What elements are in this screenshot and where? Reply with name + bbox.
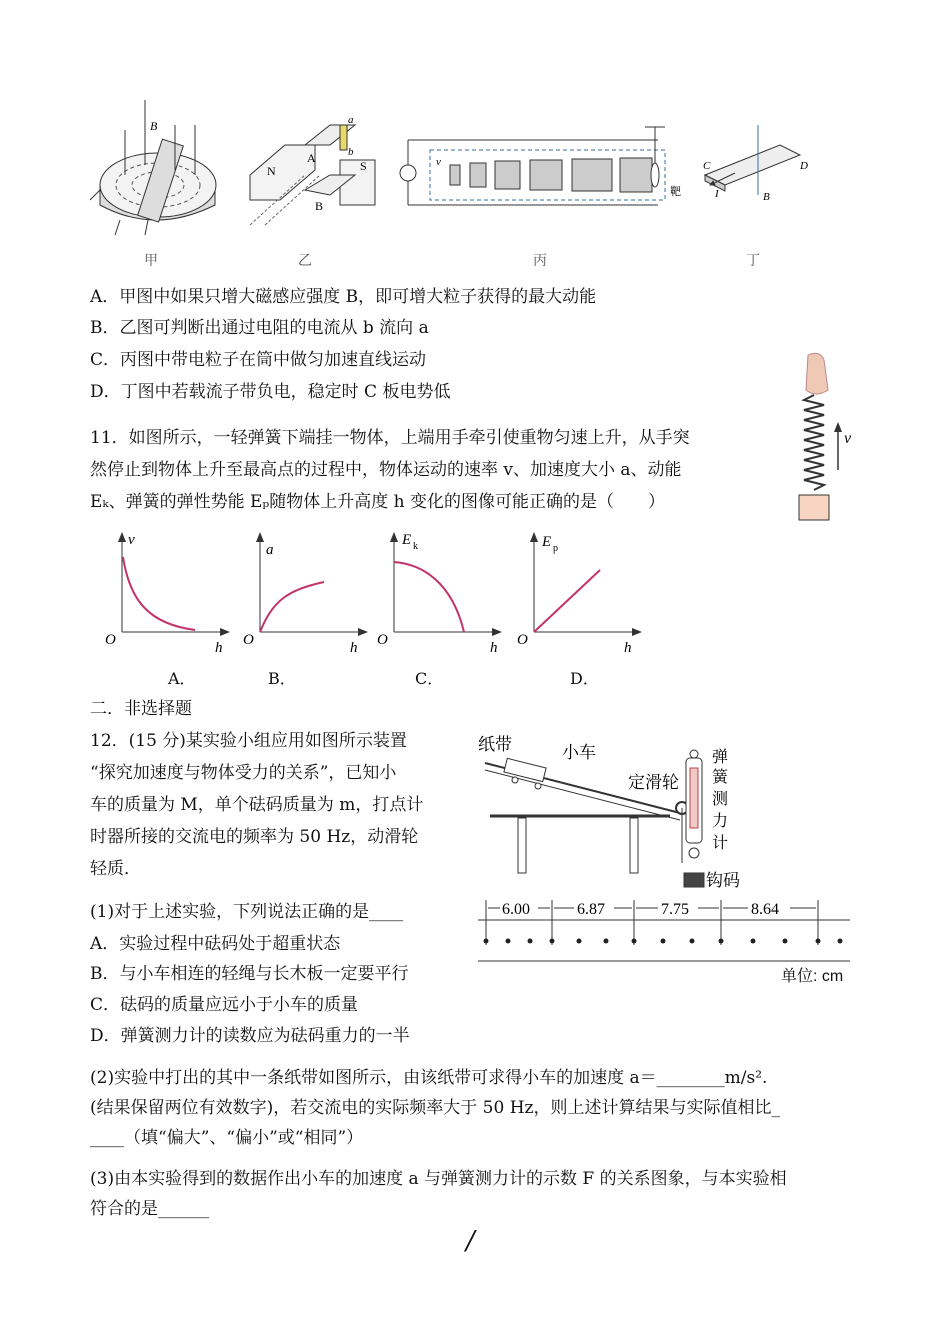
tape-dots	[484, 939, 843, 944]
graph-c-label: C．	[415, 669, 444, 688]
section-title: 二．非选择题	[90, 699, 192, 719]
graph-c-ysub: k	[413, 541, 418, 552]
mhd-drawing	[245, 115, 385, 220]
segment-2: 6.87	[577, 901, 605, 918]
q10-option-b: B．乙图可判断出通过电阻的电流从 b 流向 a	[90, 318, 429, 338]
label-I: I	[715, 188, 719, 200]
label-A: A	[307, 151, 316, 165]
q12-part2-line-3: ____（填“偏大”、“偏小”或“相同”）	[90, 1128, 364, 1148]
q12-part1-option-c: C．砝码的质量应远小于小车的质量	[90, 995, 359, 1015]
spring-v-label: v	[844, 430, 852, 447]
q12-intro-line-4: 时器所接的交流电的频率为 50 Hz，动滑轮	[90, 827, 419, 847]
graph-a-origin: O	[105, 632, 116, 648]
q12-part1-question: (1)对于上述实验，下列说法正确的是____	[90, 902, 404, 922]
apparatus-figure	[470, 728, 770, 893]
segment-3: 7.75	[661, 901, 689, 918]
graph-d-plot	[512, 532, 642, 657]
label-weight: 钩码	[706, 871, 740, 890]
segment-4: 8.64	[751, 901, 779, 918]
graph-d-xlabel: h	[624, 640, 632, 656]
q12-part2-line-2: (结果保留两位有效数字)，若交流电的实际频率大于 50 Hz，则上述计算结果与实际值相比_	[90, 1098, 780, 1118]
q12-part1-option-a: A．实验过程中砝码处于超重状态	[90, 934, 341, 954]
label-cart: 小车	[562, 743, 596, 762]
linac-drawing	[400, 125, 690, 210]
page-mark: /	[466, 1226, 475, 1256]
graph-c-ylabel: E	[402, 532, 412, 548]
label-meter-2: 簧	[712, 769, 729, 786]
graph-b-plot	[238, 532, 368, 657]
graph-d-ysub: p	[553, 543, 558, 554]
q12-intro-line-3: 车的质量为 M，单个砝码质量为 m，打点计	[90, 795, 424, 815]
graph-a-label: A．	[168, 669, 196, 688]
q12-part3-line-1: (3)由本实验得到的数据作出小车的加速度 a 与弹簧测力计的示数 F 的关系图象，与本实验相	[90, 1169, 787, 1189]
graph-b-label: B．	[268, 669, 296, 688]
hall-drawing	[700, 125, 820, 210]
label-b: b	[348, 146, 354, 158]
graph-c-xlabel: h	[490, 640, 498, 656]
q10-option-d: D．丁图中若载流子带负电，稳定时 C 板电势低	[90, 382, 451, 402]
label-D: D	[800, 160, 808, 172]
label-N: N	[267, 164, 276, 178]
graph-a-xlabel: h	[215, 640, 223, 656]
label-pulley: 定滑轮	[628, 773, 679, 792]
graph-d-origin: O	[517, 632, 528, 648]
caption-ding: 丁	[746, 253, 760, 269]
q12-part1-option-b: B．与小车相连的轻绳与长木板一定要平行	[90, 964, 409, 984]
label-meter-4: 力	[712, 813, 729, 830]
label-meter-1: 弹	[712, 749, 729, 766]
cyclotron-drawing	[90, 95, 230, 245]
caption-jia: 甲	[144, 253, 158, 269]
label-Bbox: B	[315, 199, 324, 213]
label-meter-5: 计	[712, 835, 729, 852]
q10-option-a: A．甲图中如果只增大磁感应强度 B，即可增大粒子获得的最大动能	[90, 287, 597, 307]
graph-b-origin: O	[243, 632, 254, 648]
spring-figure	[790, 350, 860, 525]
segment-1: 6.00	[502, 901, 530, 918]
label-B2: B	[763, 191, 770, 203]
label-target: 靶	[670, 186, 681, 198]
label-meter-3: 测	[712, 791, 729, 808]
q11-stem-line-1: 11．如图所示，一轻弹簧下端挂一物体，上端用手牵引使重物匀速上升，从手突	[90, 428, 690, 448]
graph-c-origin: O	[377, 632, 388, 648]
q11-stem-line-3: Eₖ、弹簧的弹性势能 Eₚ随物体上升高度 h 变化的图像可能正确的是（ ）	[90, 492, 665, 512]
q12-intro-line-1: 12．(15 分)某实验小组应用如图所示装置	[90, 731, 407, 751]
graph-a-ylabel: v	[128, 532, 135, 548]
label-B: B	[150, 119, 158, 133]
graph-b-xlabel: h	[350, 640, 358, 656]
caption-bing: 丙	[533, 253, 547, 269]
label-C: C	[703, 160, 711, 172]
q10-option-c: C．丙图中带电粒子在筒中做匀加速直线运动	[90, 350, 427, 370]
graph-a-plot	[100, 532, 230, 657]
label-a: a	[348, 114, 354, 126]
label-S: S	[360, 159, 367, 173]
q12-part3-line-2: 符合的是______	[90, 1199, 209, 1219]
label-v: v	[436, 156, 441, 168]
caption-yi: 乙	[298, 253, 312, 269]
graph-c-plot	[372, 532, 507, 657]
paper-tape	[478, 895, 858, 965]
q12-part1-option-d: D．弹簧测力计的读数应为砝码重力的一半	[90, 1026, 410, 1046]
q12-part2-line-1: (2)实验中打出的其中一条纸带如图所示，由该纸带可求得小车的加速度 a＝________m/s².	[90, 1068, 768, 1088]
ruler-unit: 单位: cm	[781, 968, 844, 985]
graph-b-ylabel: a	[266, 542, 274, 558]
q12-intro-line-2: “探究加速度与物体受力的关系”，已知小	[90, 763, 397, 783]
graph-d-ylabel: E	[542, 534, 552, 550]
graph-d-label: D．	[570, 669, 599, 688]
label-tape: 纸带	[478, 735, 512, 754]
q12-intro-line-5: 轻质．	[90, 859, 141, 879]
q11-stem-line-2: 然停止到物体上升至最高点的过程中，物体运动的速率 v、加速度大小 a、动能	[90, 460, 682, 480]
